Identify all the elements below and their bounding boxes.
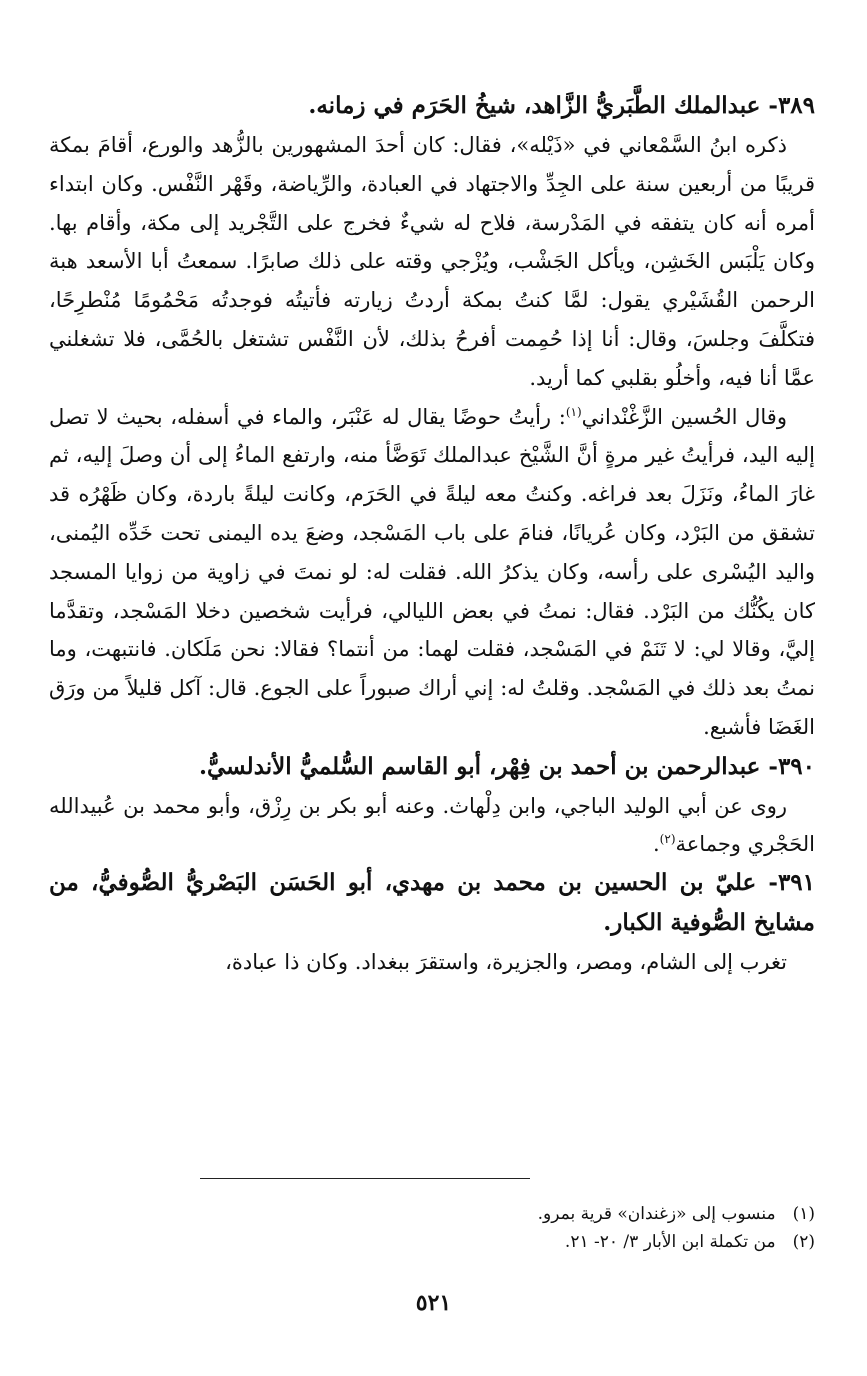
paragraph-text: : رأيتُ حوضًا يقال له عَنْبَر، والماء في أسفله، بحيث لا تصل إليه اليد، فرأيتُ غير مرةٍ أنَّ الشَّيْخ عبدالملك تَوَضَّأ منه، وارتفع الماءُ إلى أن وصلَ إليه، ثم غارَ الماءُ، ونَزَلَ بعد فراغه. وكنتُ معه ليلةً في الحَرَم، وكانت ليلةً باردة، وكان ظَهْرُه قد تشقق من البَرْد، وكان عُريانًا، فنامَ على باب المَسْجد، وضعَ يده اليمنى تحت خَدِّه اليُمنى، واليد اليُسْرى على رأسه، وكان يذكرُ الله. فقلت له: لو نمتَ في زاوية من زوايا المسجد كان يكُنُّك من البَرْد. فقال: نمتُ في بعض الليالي، فرأيت شخصين دخلا المَسْجد، وتقدَّما إليَّ، وقالا لي: لا تَنَمْ في المَسْجد، فقلت لهما: من أنتما؟ فقالا: نحن مَلَكان. فانتبهت، وما نمتُ بعد ذلك في المَسْجد. وقلتُ له: إني أراك صبوراً على الجوع. قال: آكل قليلاً من ورَق الغَضَا فأشبع. [49, 404, 815, 739]
footnote-1 [49, 1200, 815, 1228]
footnote-separator [200, 1178, 530, 1179]
paragraph-text: روى عن أبي الوليد الباجي، وابن دِلْهاث. وعنه أبو بكر بن رِزْق، وأبو محمد بن عُبيدالله الحَجْري وجماعة [49, 793, 815, 856]
paragraph-text: . [652, 831, 660, 856]
footnote-ref-1[interactable]: (١) [565, 404, 582, 419]
footnote-2 [49, 1228, 815, 1256]
entry-390-paragraph-1 [49, 787, 815, 863]
paragraph-text: تغرب إلى الشام، ومصر، والجزيرة، واستقرَ ببغداد. وكان ذا عبادة، [225, 949, 787, 974]
entry-389-paragraph-1 [49, 126, 815, 398]
paragraph-text: وقال الحُسين الزَّغْنْداني [581, 404, 787, 429]
entry-391-paragraph-1 [49, 943, 815, 981]
footnote-text: من تكملة ابن الأبار ٣/ ٢٠- ٢١. [564, 1232, 776, 1252]
entry-390-heading: ٣٩٠- عبدالرحمن بن أحمد بن فِهْر، أبو القاسم السُّلميُّ الأندلسيُّ. [198, 752, 815, 780]
footnote-ref-2[interactable]: (٢) [659, 831, 676, 846]
page-number: ٥٢١ [415, 1290, 452, 1316]
entry-389-paragraph-2 [49, 398, 815, 747]
footnote-number: (١) [792, 1204, 815, 1224]
entry-389-heading: ٣٨٩- عبدالملك الطَّبَريُّ الزَّاهد، شيخُ الحَرَم في زمانه. [308, 92, 815, 119]
footnote-text: منسوب إلى «زغندان» قرية بمرو. [537, 1204, 776, 1224]
footnote-number: (٢) [792, 1232, 815, 1252]
footnotes [49, 1200, 815, 1256]
entry-391-heading: ٣٩١- عليّ بن الحسين بن محمد بن مهدي، أبو الحَسَن البَصْريُّ الصُّوفيُّ، من مشايخ الصُّوفية الكبار. [49, 868, 815, 936]
page-body [49, 86, 815, 981]
paragraph-text: ذكره ابنُ السَّمْعاني في «ذَيْله»، فقال: كان أحدَ المشهورين بالزُّهد والورع، أقامَ بمكة قريبًا من أربعين سنة على الجِدِّ والاجتهاد في العبادة، والرِّياضة، وقَهْر النَّفْس. وكان ابتداء أمره أنه كان يتفقه في المَدْرسة، فلاح له شيءٌ فخرج على التَّجْريد إلى مكة، وأقام بها. وكان يَلْبَس الخَشِن، ويأكل الجَشْب، ويُزْجي وقته على ذلك صابرًا. سمعتُ أبا الأسعد هبة الرحمن القُشَيْري يقول: لمَّا كنتُ بمكة أردتُ زيارته فأتيتُه فوجدتُه مَحْمُومًا مُنْطرِحًا، فتكلَّفَ وجلسَ، وقال: أنا إذا حُمِمت أفرحُ بذلك، لأن النَّفْس تشتغل بالحُمَّى، فلا تشغلني عمَّا أنا فيه، وأخلُو بقلبي كما أريد. [49, 133, 815, 390]
